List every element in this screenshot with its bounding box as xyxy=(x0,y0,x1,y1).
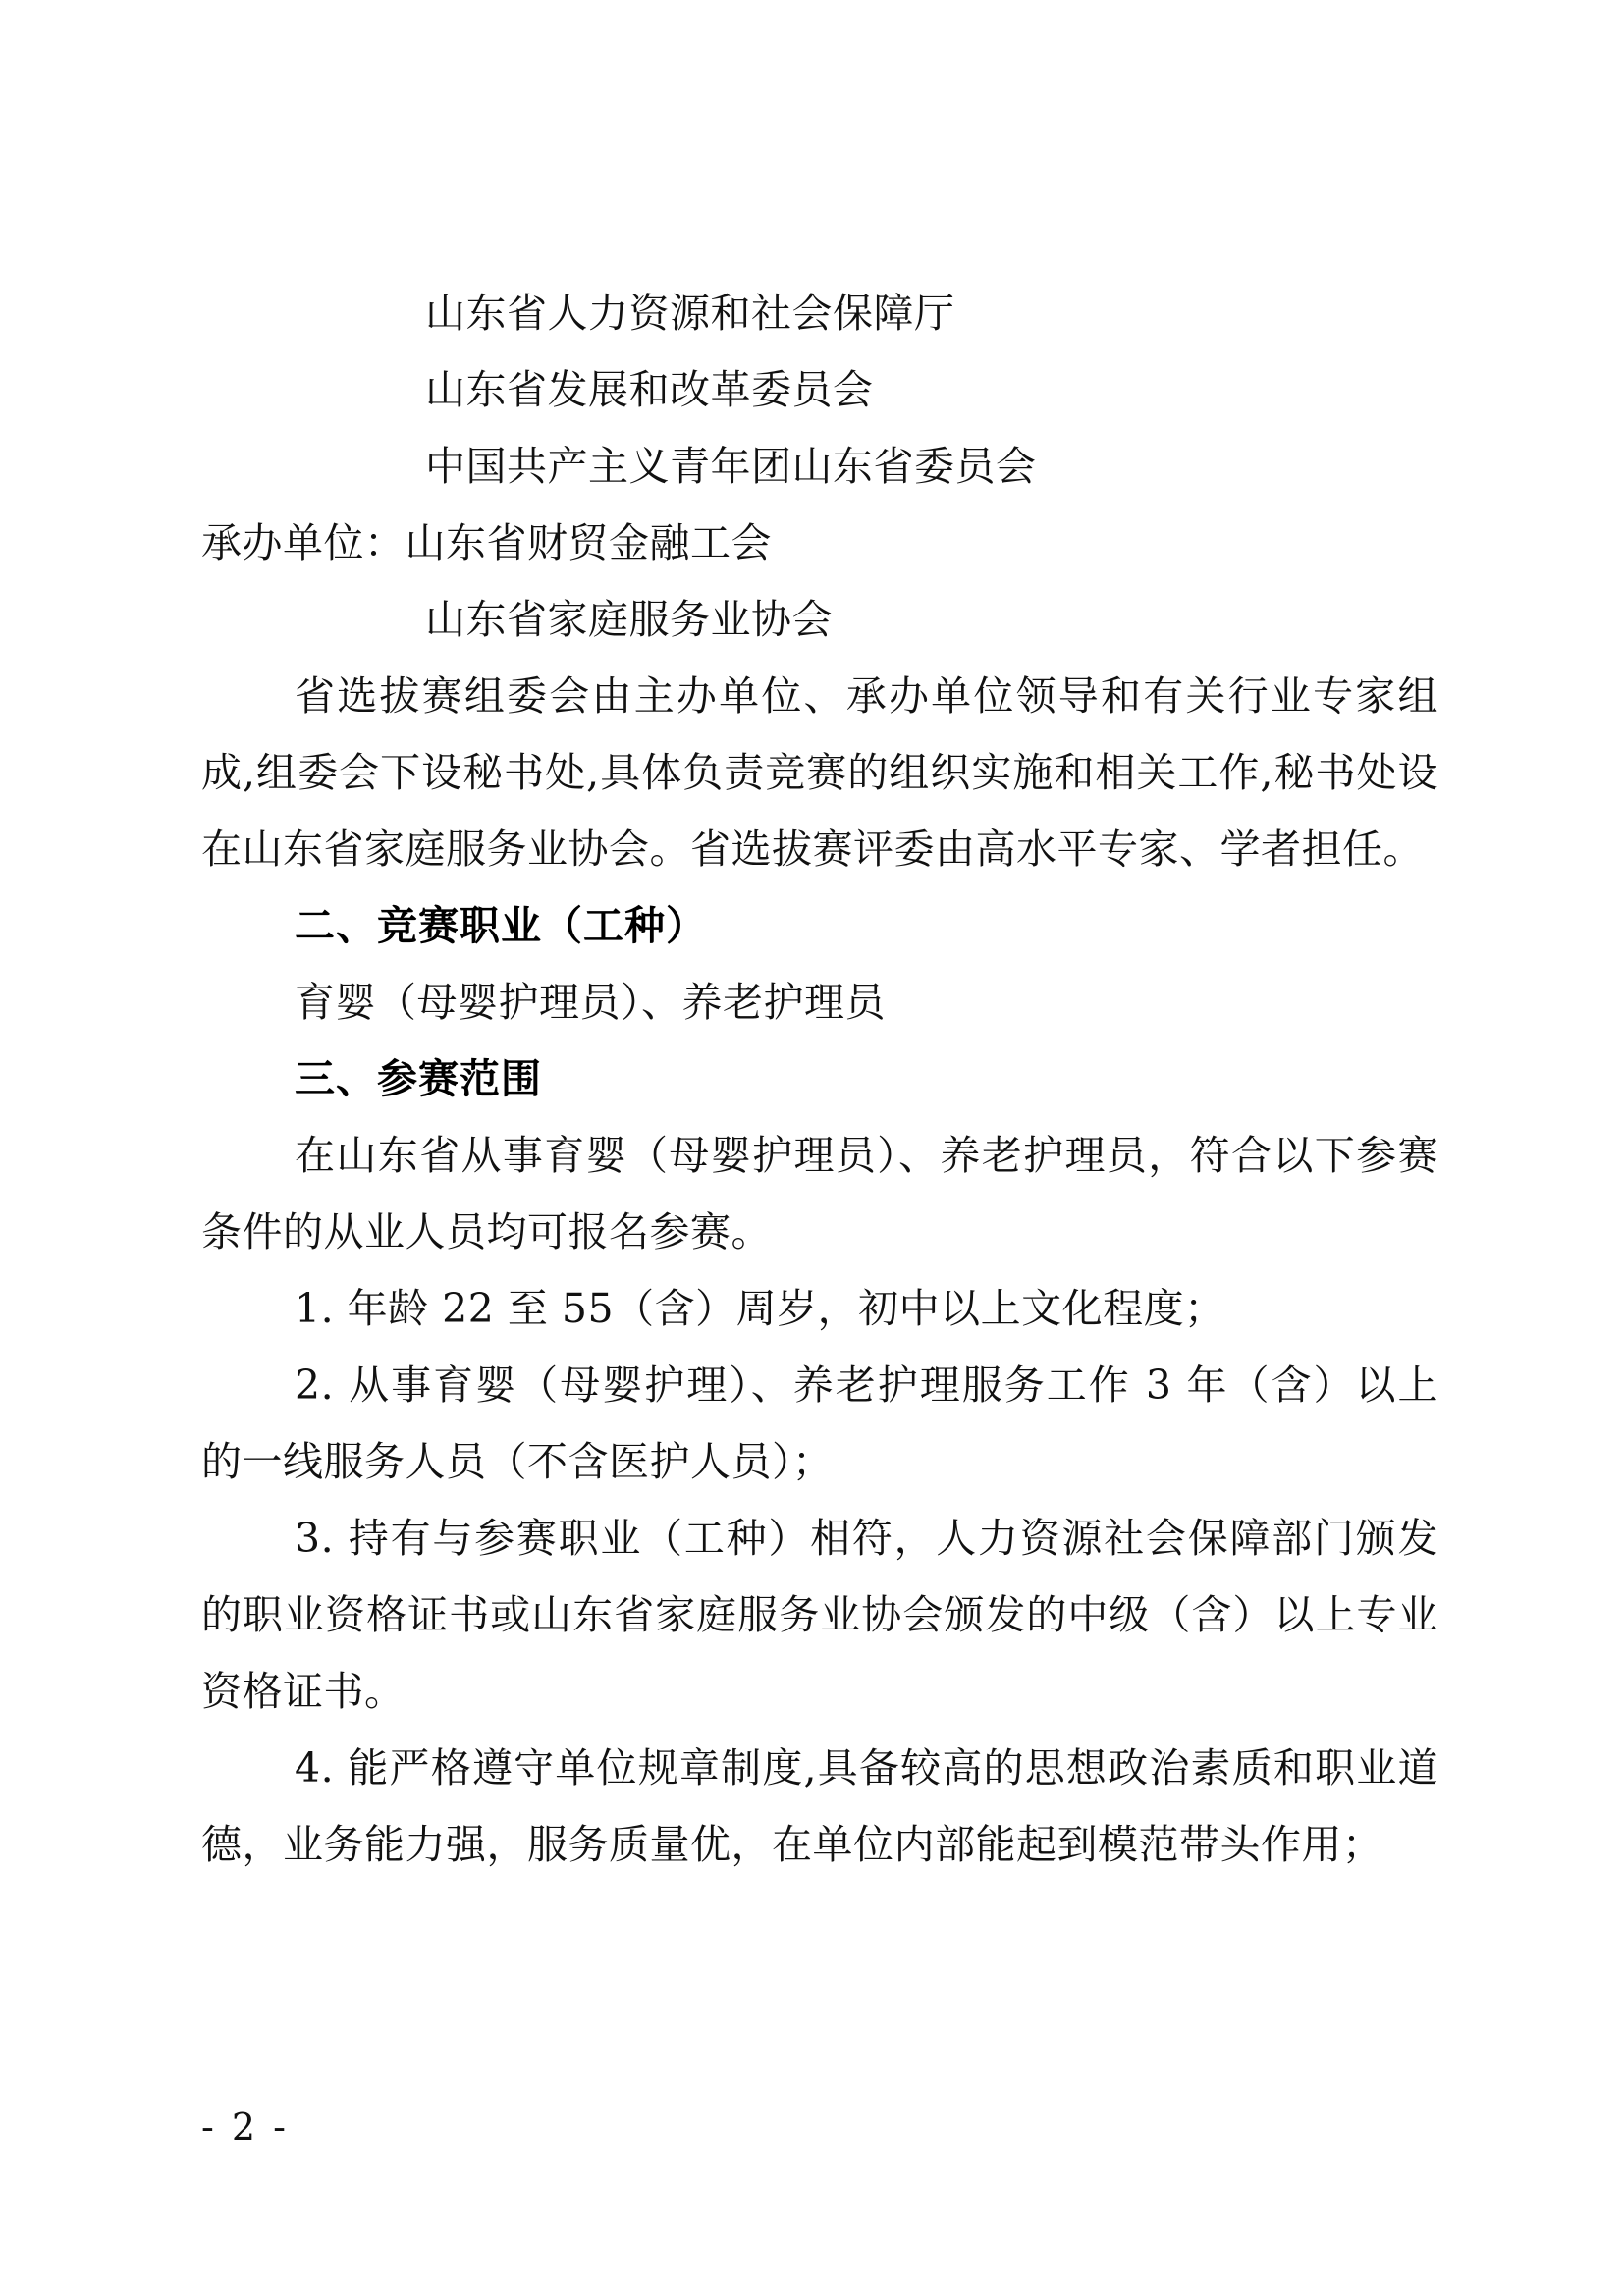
section-three-intro: 在山东省从事育婴（母婴护理员）、养老护理员，符合以下参赛条件的从业人员均可报名参赛。 xyxy=(201,1132,1438,1255)
committee-paragraph: 省选拔赛组委会由主办单位、承办单位领导和有关行业专家组成,组委会下设秘书处,具体负责竞赛的组织实施和相关工作,秘书处设在山东省家庭服务业协会。省选拔赛评委由高水平专家、学者担任。 xyxy=(201,672,1438,873)
requirement-item-4: 4. 能严格遵守单位规章制度,具备较高的思想政治素质和职业道德，业务能力强，服务质量优，在单位内部能起到模范带头作用； xyxy=(201,1744,1438,1868)
organizer-line-2: 山东省发展和改革委员会 xyxy=(425,366,874,413)
page-number: - 2 - xyxy=(201,2106,290,2149)
requirement-item-2: 2. 从事育婴（母婴护理）、养老护理服务工作 3 年（含）以上的一线服务人员（不含医护人员）； xyxy=(201,1362,1438,1485)
document-body xyxy=(201,275,1438,1883)
organizer-line-1: 山东省人力资源和社会保障厅 xyxy=(425,290,955,337)
section-two-body: 育婴（母婴护理员）、养老护理员 xyxy=(295,979,886,1026)
undertaker-line-2: 山东省家庭服务业协会 xyxy=(425,596,833,643)
undertaker-line-1: 承办单位：山东省财贸金融工会 xyxy=(201,519,772,566)
organizer-line-3: 中国共产主义青年团山东省委员会 xyxy=(425,443,1037,490)
requirement-item-1: 1. 年龄 22 至 55（含）周岁，初中以上文化程度； xyxy=(295,1285,1225,1332)
requirement-item-3: 3. 持有与参赛职业（工种）相符，人力资源社会保障部门颁发的职业资格证书或山东省家庭服务业协会颁发的中级（含）以上专业资格证书。 xyxy=(201,1515,1438,1715)
section-two-heading: 二、竞赛职业（工种） xyxy=(295,902,707,949)
section-three-heading: 三、参赛范围 xyxy=(295,1055,542,1102)
